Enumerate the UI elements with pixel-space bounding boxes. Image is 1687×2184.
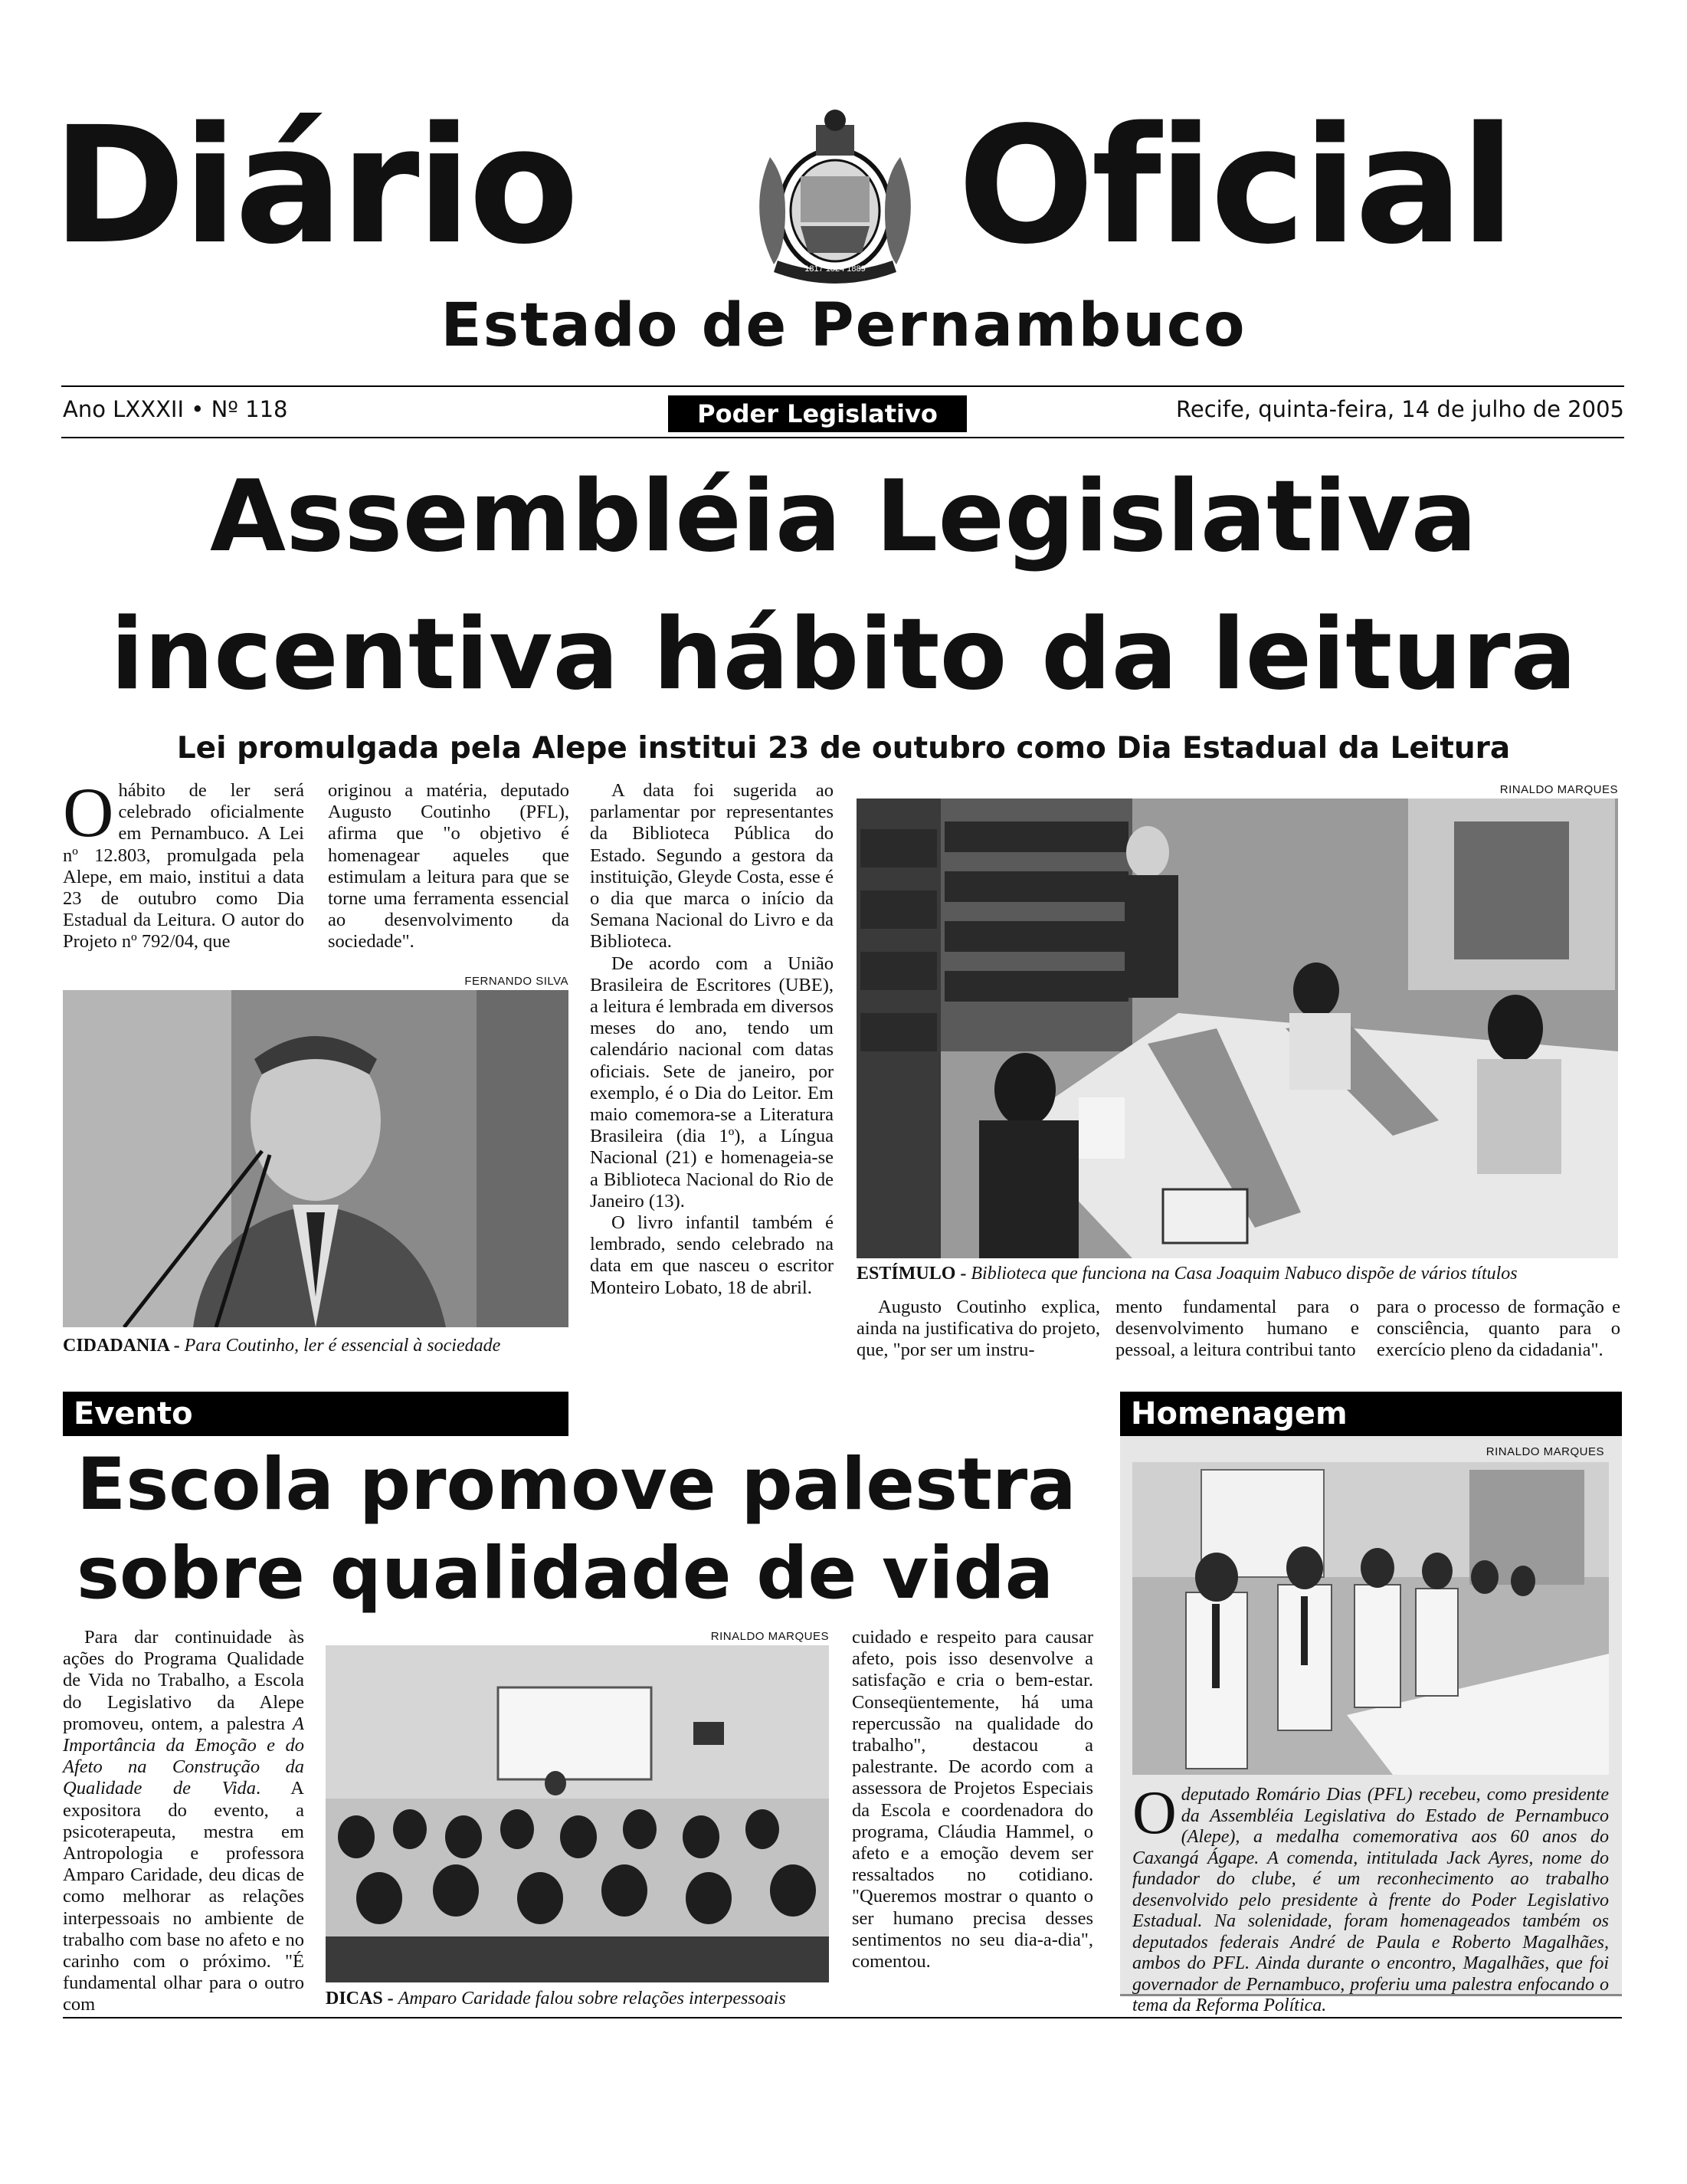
photo-lecture-image (326, 1645, 829, 1982)
lead-column-2 (328, 780, 569, 953)
lead-column-1 (63, 773, 304, 953)
lead-col1-text: hábito de ler será celebrado oficialmente em Pernambuco. A Lei nº 12.803, promulgada pela Alepe, em maio, institui a data 23 de outubro como Dia Estadual da Leitura. O autor do Projeto nº 792/04, que (63, 780, 304, 953)
photo2-credit: RINALDO MARQUES (1499, 783, 1618, 796)
section-badge: Poder Legislativo (668, 395, 967, 432)
evento-col2-text: cuidado e respeito para causar afeto, pois isso desenvolve a satisfação e cria o bem-estar. Conseqüentemente, há uma repercussão na qualidade do trabalho", destacou a palestrante. De acordo com a assessora de Projetos Especiais da Escola e coordenadora do programa, Cláudia Hammel, o afeto e a emoção devem ser ressaltados no cotidiano. "Queremos mostrar o quanto o ser humano precisa desses sentimentos no seu dia-a-dia", comentou. (852, 1627, 1093, 1972)
homenagem-body: deputado Romário Dias (PFL) recebeu, como presidente da Assembléia Legislativa do Estado de Pernambuco (Alepe), a medalha comemorativa aos 60 anos do Caxangá Ágape. A comenda, intitulada Jack Ayres, nome do fundador do clube, é um reconhecimento ao trabalho desenvolvido pelo presidente à frente do Poder Legislativo Estadual. Na solenidade, foram homenageados também os deputados federais André de Paula e Roberto Magalhães, ambos do PFL. Ainda durante o encontro, Magalhães, que foi governador de Pernambuco, proferiu uma palestra enfocando o tema da Reforma Política. (1132, 1785, 1609, 2015)
lead-dropcap: O (63, 773, 114, 851)
lead-column-4 (857, 1297, 1100, 1362)
lead-column-5 (1115, 1297, 1359, 1362)
homenagem-section-bar: Homenagem (1120, 1392, 1622, 1436)
photo-speaker-image (63, 990, 568, 1327)
masthead-bottom-rule (61, 437, 1624, 438)
photo2-caption (857, 1263, 1623, 1284)
lead-col2-text: originou a matéria, deputado Augusto Coutinho (PFL), afirma que "o objetivo é homenagear aqueles que estimulam a leitura para que se torne uma ferramenta essencial ao desenvolvimento da sociedade". (328, 780, 569, 953)
photo1-caption-text: Para Coutinho, ler é essencial à sociedade (184, 1336, 501, 1356)
evento-column-2 (852, 1627, 1093, 1972)
masthead-subtitle: Estado de Pernambuco (441, 291, 1246, 360)
evento-caption-label: DICAS - (326, 1989, 394, 2009)
masthead-title-right: Oficial (958, 92, 1513, 280)
photo1-caption-label: CIDADANIA - (63, 1336, 180, 1356)
dateline: Recife, quinta-feira, 14 de julho de 2005 (1176, 396, 1624, 422)
evento-column-1 (63, 1627, 304, 2016)
photo-speaker (63, 990, 568, 1327)
lead-col3-p3: O livro infantil também é lembrado, sendo celebrado na data em que nasceu o escritor Monteiro Lobato, 18 de abril. (590, 1212, 834, 1298)
photo2-caption-text: Biblioteca que funciona na Casa Joaquim Nabuco dispõe de vários títulos (971, 1264, 1518, 1284)
evento-headline-line2: sobre qualidade de vida (77, 1532, 1054, 1615)
homenagem-box (1120, 1436, 1622, 2015)
lead-column-6 (1377, 1297, 1620, 1362)
lead-col6-text: para o processo de formação e consciência, quanto para o exercício pleno da cidadania". (1377, 1297, 1620, 1361)
photo1-caption (63, 1335, 576, 1356)
state-seal (739, 103, 931, 291)
lead-headline-line2: incentiva hábito da leitura (110, 598, 1577, 712)
lead-col3-p1: A data foi sugerida ao parlamentar por representantes da Biblioteca Pública do Estado. Segundo a gestora da instituição, Gleyde Costa, esse é o dia que marca o início da Semana Nacional do Livro e da Biblioteca. (590, 780, 834, 953)
homenagem-dropcap: O (1132, 1779, 1177, 1847)
photo-library-image (857, 799, 1618, 1258)
lead-col5-text: mento fundamental para o desenvolvimento humano e pessoal, a leitura contribui tanto (1115, 1297, 1359, 1361)
evento-caption-text: Amparo Caridade falou sobre relações interpessoais (398, 1989, 786, 2009)
photo2-caption-label: ESTÍMULO - (857, 1264, 967, 1284)
evento-photo-caption (326, 1988, 839, 2009)
lead-column-3 (590, 780, 834, 1299)
evento-photo-credit: RINALDO MARQUES (710, 1630, 829, 1643)
edition-number: Ano LXXXII • Nº 118 (63, 396, 288, 422)
page-bottom-rule (63, 2017, 1622, 2018)
photo1-credit: FERNANDO SILVA (464, 975, 568, 988)
lead-subhead: Lei promulgada pela Alepe institui 23 de outubro como Dia Estadual da Leitura (176, 731, 1511, 766)
photo-ceremony-image (1132, 1462, 1609, 1775)
masthead-title-left: Diário (52, 92, 576, 280)
seal-label: 1817 1824 1889 (804, 264, 866, 274)
lead-col3-p2: De acordo com a União Brasileira de Escritores (UBE), a leitura é lembrada em diversos meses do ano, tendo um calendário nacional com datas oficiais. Sete de janeiro, por exemplo, é o Dia do Leitor. Em maio comemora-se a Literatura Brasileira (dia 1º), a Língua Nacional (21) e homenageia-se a Biblioteca Nacional do Rio de Janeiro (13). (590, 953, 834, 1212)
photo-library (857, 799, 1618, 1258)
evento-headline-line1: Escola promove palestra (77, 1443, 1076, 1527)
photo-lecture (326, 1645, 829, 1982)
lead-headline-line1: Assembléia Legislativa (210, 460, 1477, 574)
homenagem-text (1132, 1779, 1609, 2017)
evento-col1-text-a: Para dar continuidade às ações do Programa Qualidade de Vida no Trabalho, a Escola do Legislativo da Alepe promoveu, ontem, a palestra (63, 1627, 304, 1734)
photo-ceremony (1132, 1462, 1609, 1775)
evento-col1-text-b: . A expositora do evento, a psicoterapeuta, mestra em Antropologia e professora Amparo Caridade, deu dicas de como melhorar as relações interpessoais no ambiente de trabalho com base no afeto e no carinho com o próximo. "É fundamental olhar para o outro com (63, 1778, 305, 2015)
homenagem-photo-credit: RINALDO MARQUES (1486, 1445, 1604, 1458)
evento-section-bar: Evento (63, 1392, 568, 1436)
evento-col1-text-italic: A Importância da Emoção e do Afeto na Construção da Qualidade de Vida (63, 1713, 304, 1799)
lead-col4-text: Augusto Coutinho explica, ainda na justificativa do projeto, que, "por ser um instru- (857, 1297, 1100, 1361)
state-seal-icon (739, 103, 931, 291)
masthead-top-rule (61, 385, 1624, 387)
